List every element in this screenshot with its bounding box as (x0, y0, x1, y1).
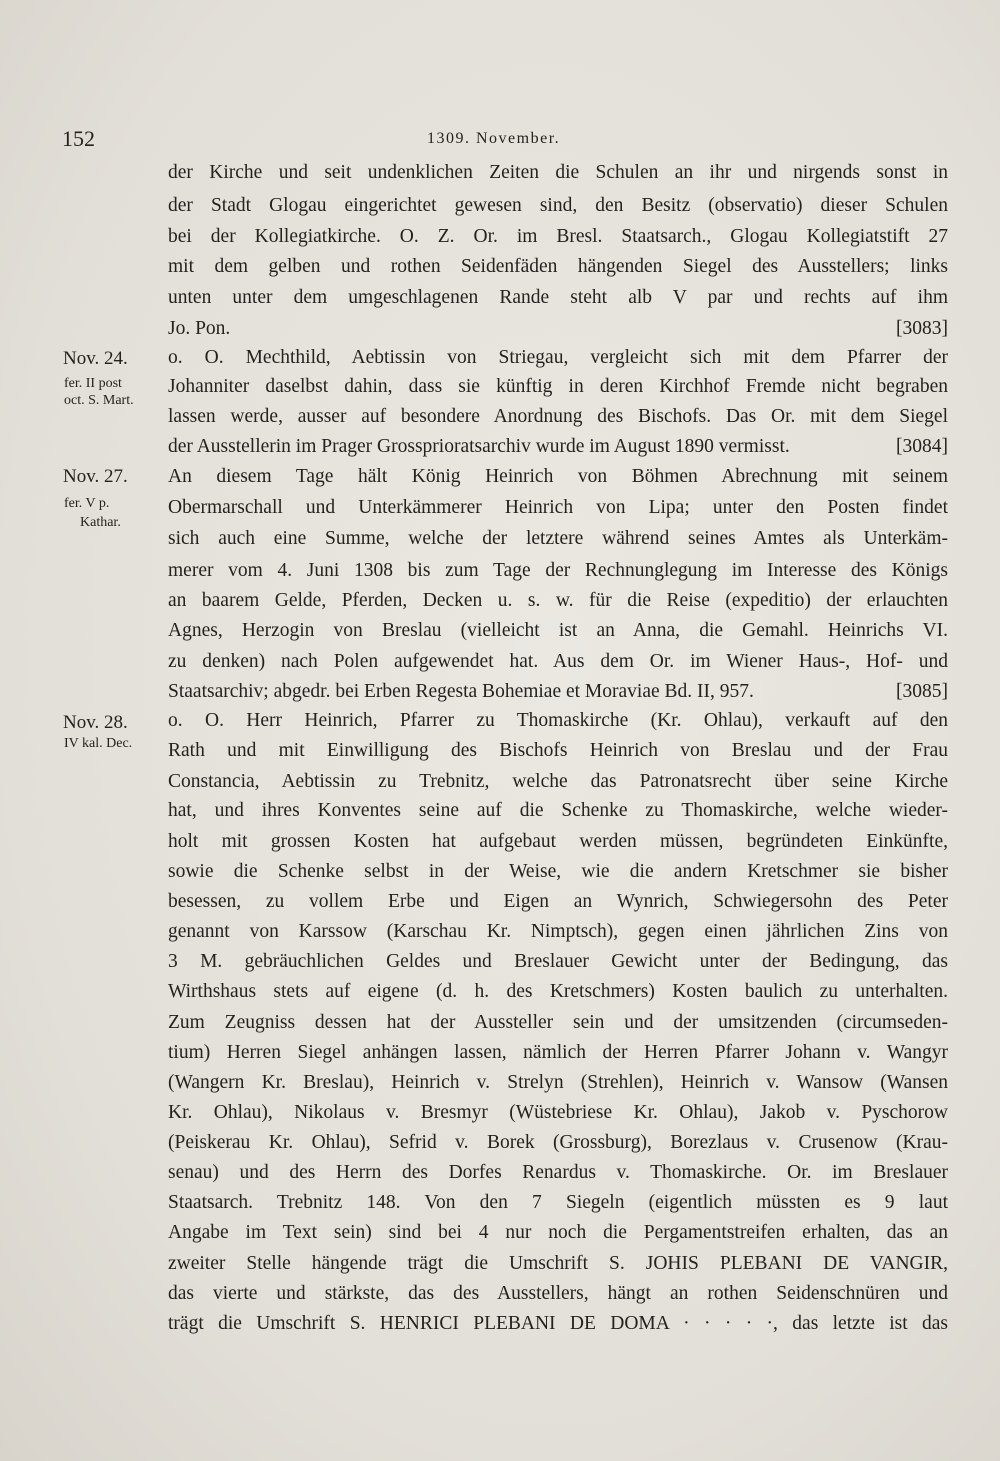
text-line: sowie die Schenke selbst in der Weise, wie die andern Kretschmer sie bisher (168, 861, 948, 882)
text-line-content: o. O. Mechthild, Aebtissin von Striegau, vergleicht sich mit dem Pfarrer der (168, 347, 948, 368)
regest-number: [3085] (896, 681, 948, 702)
text-line: an baarem Gelde, Pferden, Decken u. s. w. für die Reise (expeditio) der erlauchten (168, 590, 948, 611)
text-line: Johanniter daselbst dahin, dass sie künftig in deren Kirchhof Fremde nicht begraben (168, 376, 948, 397)
regest-number: [3083] (896, 318, 948, 339)
margin-date: Nov. 27. (63, 466, 128, 487)
text-line-content: Staatsarchiv; abgedr. bei Erben Regesta Bohemiae et Moraviae Bd. II, 957. (168, 681, 754, 702)
text-line: Obermarschall und Unterkämmerer Heinrich von Lipa; unter den Posten findet (168, 497, 948, 518)
margin-feast: oct. S. Mart. (64, 393, 134, 408)
text-line: senau) und des Herrn des Dorfes Renardus v. Thomaskirche. Or. im Breslauer (168, 1162, 948, 1183)
text-line: Staatsarch. Trebnitz 148. Von den 7 Siegeln (eigentlich müssten es 9 laut (168, 1192, 948, 1213)
text-line: zweiter Stelle hängende trägt die Umschrift S. JOHIS PLEBANI DE VANGIR, (168, 1253, 948, 1274)
text-line: Wirthshaus stets auf eigene (d. h. des Kretschmers) Kosten baulich zu unterhalten. (168, 981, 948, 1002)
text-line: Zum Zeugniss dessen hat der Aussteller sein und der umsitzenden (circumseden- (168, 1012, 948, 1033)
page-number: 152 (62, 126, 95, 151)
margin-date: Nov. 24. (63, 348, 128, 369)
text-line: Constancia, Aebtissin zu Trebnitz, welche das Patronatsrecht über seine Kirche (168, 771, 948, 792)
text-line: lassen werde, ausser auf besondere Anordnung des Bischofs. Das Or. mit dem Siegel (168, 406, 948, 427)
text-line: das vierte und stärkste, das des Ausstellers, hängt an rothen Seidenschnüren und (168, 1283, 948, 1304)
text-line: sich auch eine Summe, welche der letztere während seines Amtes als Unterkäm- (168, 528, 948, 549)
text-line: trägt die Umschrift S. HENRICI PLEBANI DE DOMA · · · · ·, das letzte ist das (168, 1313, 948, 1334)
text-line: Angabe im Text sein) sind bei 4 nur noch die Pergamentstreifen erhalten, das an (168, 1222, 948, 1243)
margin-date: Nov. 28. (63, 712, 128, 733)
text-line: Kr. Ohlau), Nikolaus v. Bresmyr (Wüstebriese Kr. Ohlau), Jakob v. Pyschorow (168, 1102, 948, 1123)
text-line: hat, und ihres Konventes seine auf die Schenke zu Thomaskirche, welche wieder- (168, 800, 948, 821)
text-line (168, 679, 948, 705)
text-line: genannt von Karssow (Karschau Kr. Nimptsch), gegen einen jährlichen Zins von (168, 921, 948, 942)
text-line: unten unter dem umgeschlagenen Rande steht alb V par und rechts auf ihm (168, 287, 948, 308)
text-line: besessen, zu vollem Erbe und Eigen an Wynrich, Schwiegersohn des Peter (168, 891, 948, 912)
text-line: der Kirche und seit undenklichen Zeiten die Schulen an ihr und nirgends sonst in (168, 162, 948, 183)
text-line: o. O. Herr Heinrich, Pfarrer zu Thomaskirche (Kr. Ohlau), verkauft auf den (168, 710, 948, 731)
text-line: merer vom 4. Juni 1308 bis zum Tage der Rechnunglegung im Interesse des Königs (168, 560, 948, 581)
margin-feast: Kathar. (80, 515, 121, 530)
text-line-content: Jo. Pon. (168, 318, 231, 339)
margin-feast: fer. V p. (64, 496, 110, 511)
text-line: der Stadt Glogau eingerichtet gewesen sind, den Besitz (observatio) dieser Schulen (168, 195, 948, 216)
text-line: (Wangern Kr. Breslau), Heinrich v. Strelyn (Strehlen), Heinrich v. Wansow (Wansen (168, 1072, 948, 1093)
page-header (0, 126, 1000, 156)
text-line: An diesem Tage hält König Heinrich von Böhmen Abrechnung mit seinem (168, 466, 948, 487)
text-line: mit dem gelben und rothen Seidenfäden hängenden Siegel des Ausstellers; links (168, 256, 948, 277)
text-line (168, 316, 948, 342)
text-line-content: der Ausstellerin im Prager Grossprioratsarchiv wurde im August 1890 vermisst. (168, 436, 790, 457)
margin-feast: fer. II post (64, 376, 122, 391)
text-line: bei der Kollegiatkirche. O. Z. Or. im Bresl. Staatsarch., Glogau Kollegiatstift 27 (168, 226, 948, 247)
text-line: holt mit grossen Kosten hat aufgebaut werden müssen, begründeten Einkünfte, (168, 831, 948, 852)
text-line: Rath und mit Einwilligung des Bischofs Heinrich von Breslau und der Frau (168, 740, 948, 761)
text-line: Agnes, Herzogin von Breslau (vielleicht ist an Anna, die Gemahl. Heinrichs VI. (168, 620, 948, 641)
text-line: (Peiskerau Kr. Ohlau), Sefrid v. Borek (Grossburg), Borezlaus v. Crusenow (Krau- (168, 1132, 948, 1153)
text-line: tium) Herren Siegel anhängen lassen, nämlich der Herren Pfarrer Johann v. Wangyr (168, 1042, 948, 1063)
regest-number: [3084] (896, 436, 948, 457)
text-line: zu denken) nach Polen aufgewendet hat. Aus dem Or. im Wiener Haus-, Hof- und (168, 651, 948, 672)
running-title: 1309. November. (427, 130, 561, 147)
text-line (168, 434, 948, 460)
margin-feast: IV kal. Dec. (64, 736, 133, 751)
text-line: 3 M. gebräuchlichen Geldes und Breslauer Gewicht unter der Bedingung, das (168, 951, 948, 972)
text-line (168, 345, 948, 371)
